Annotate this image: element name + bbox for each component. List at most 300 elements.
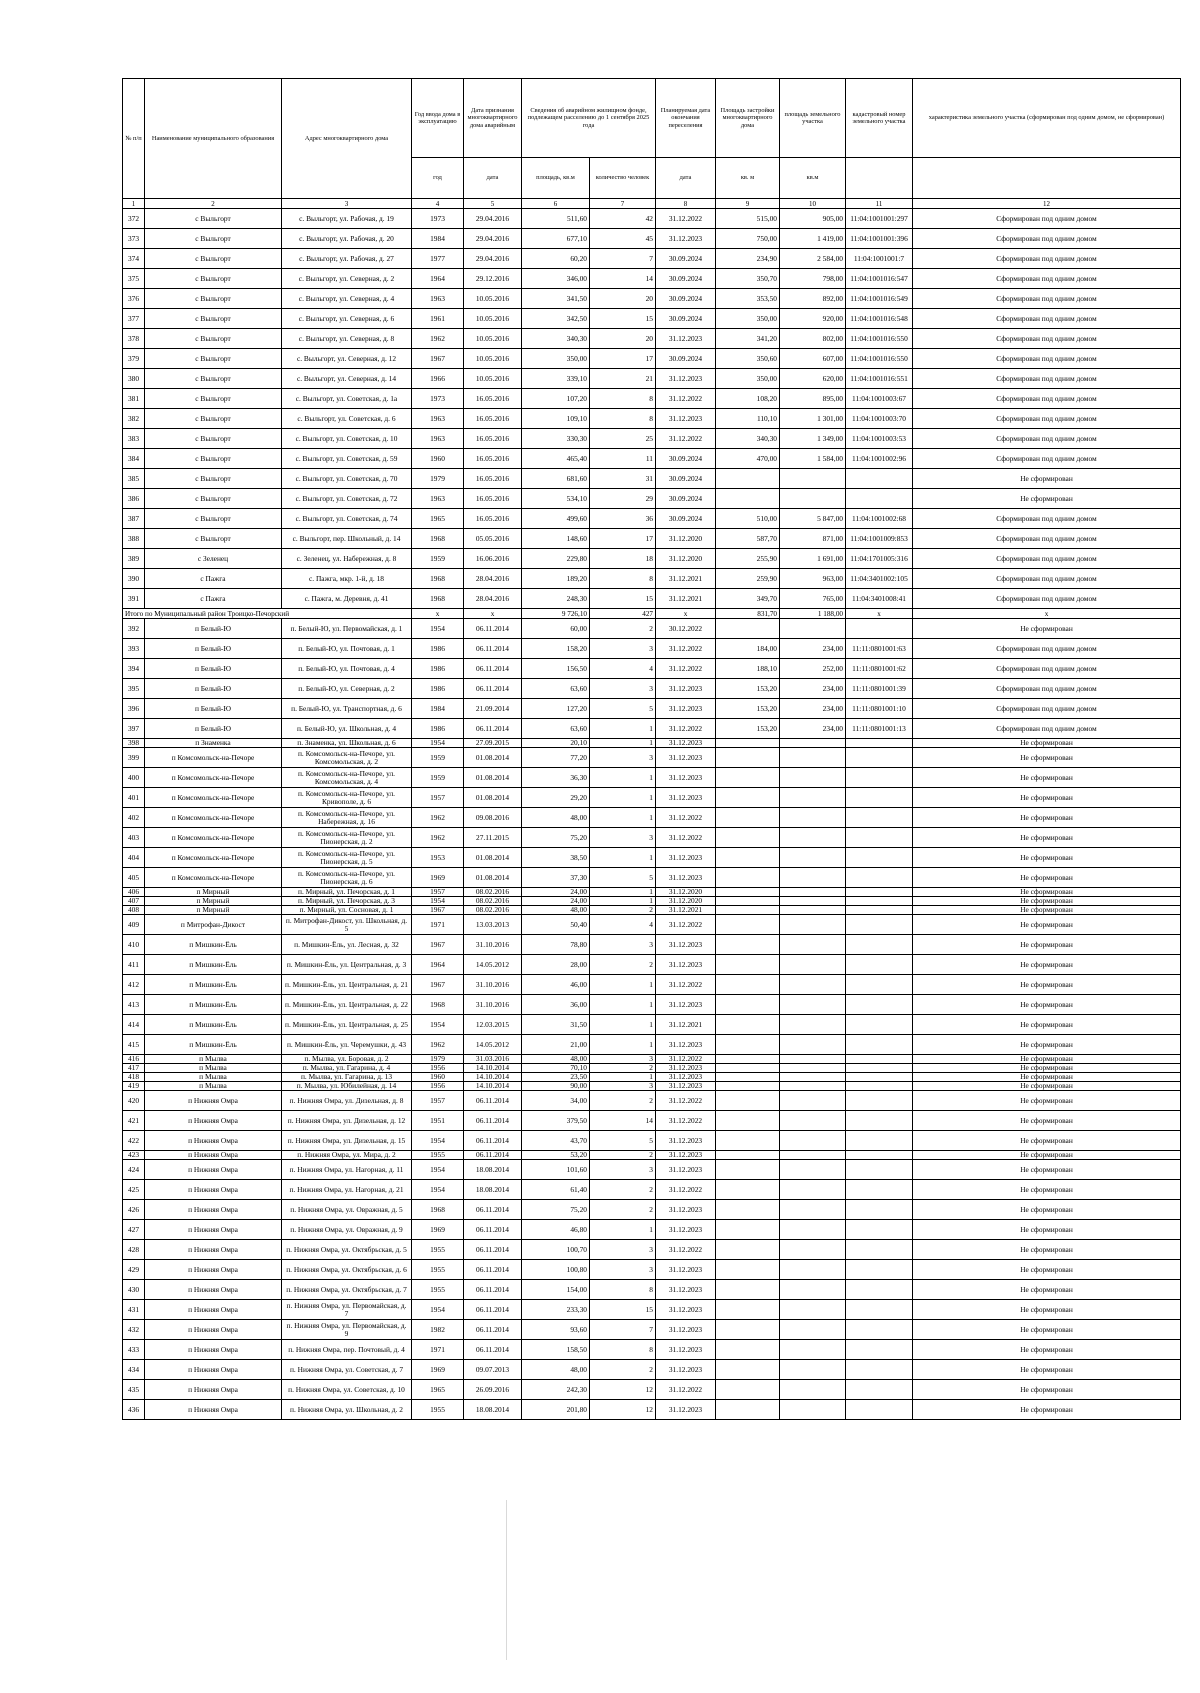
subheader-land-sqm: кв.м (780, 158, 846, 199)
recognition-date-cell: 16.05.2016 (464, 429, 522, 449)
land-area-cell: 1 419,00 (780, 229, 846, 249)
land-area-cell (780, 768, 846, 788)
address-cell: п. Комсомольск-на-Печоре, ул. Кривополе, д. 6 (282, 788, 412, 808)
people-cell: 7 (590, 249, 656, 269)
year-cell: 1954 (412, 619, 464, 639)
area-cell: 100,80 (522, 1260, 590, 1280)
row-number: 397 (123, 719, 145, 739)
row-number: 434 (123, 1360, 145, 1380)
row-number: 424 (123, 1160, 145, 1180)
table-row (123, 1082, 1181, 1091)
year-cell: 1954 (412, 739, 464, 748)
planned-date-cell: 31.12.2022 (656, 719, 716, 739)
header-municipality: Наименование муниципального образования (145, 79, 282, 199)
land-status-cell: Не сформирован (913, 1151, 1181, 1160)
land-status-cell: Сформирован под одним домом (913, 719, 1181, 739)
planned-date-cell: 31.12.2023 (656, 409, 716, 429)
land-status-cell: Сформирован под одним домом (913, 679, 1181, 699)
cadastral-number-cell (846, 1151, 913, 1160)
building-area-cell: 110,10 (716, 409, 780, 429)
cadastral-number-cell (846, 915, 913, 935)
building-area-cell: 234,90 (716, 249, 780, 269)
land-status-cell: Не сформирован (913, 1320, 1181, 1340)
year-cell: 1968 (412, 995, 464, 1015)
area-cell: 20,10 (522, 739, 590, 748)
land-status-cell: Не сформирован (913, 1015, 1181, 1035)
people-cell: 12 (590, 1380, 656, 1400)
row-number: 433 (123, 1340, 145, 1360)
area-cell: 48,00 (522, 906, 590, 915)
column-number: 12 (913, 199, 1181, 209)
row-number: 435 (123, 1380, 145, 1400)
land-area-cell: 252,00 (780, 659, 846, 679)
land-area-cell (780, 1111, 846, 1131)
year-cell: 1968 (412, 569, 464, 589)
year-cell: 1954 (412, 1015, 464, 1035)
land-area-cell: 1 691,00 (780, 549, 846, 569)
area-cell: 534,10 (522, 489, 590, 509)
table-row (123, 1160, 1181, 1180)
table-row (123, 1280, 1181, 1300)
people-cell: 25 (590, 429, 656, 449)
planned-date-cell: 31.12.2020 (656, 529, 716, 549)
planned-date-cell: 31.12.2023 (656, 1073, 716, 1082)
land-status-cell: Не сформирован (913, 469, 1181, 489)
planned-date-cell: 30.09.2024 (656, 269, 716, 289)
table-row (123, 1380, 1181, 1400)
recognition-date-cell: 01.08.2014 (464, 768, 522, 788)
area-cell: 201,80 (522, 1400, 590, 1420)
cadastral-number-cell: 11:04:1001016:551 (846, 369, 913, 389)
year-cell: 1964 (412, 269, 464, 289)
address-cell: с. Выльгорт, ул. Советская, д. 59 (282, 449, 412, 469)
land-status-cell: Не сформирован (913, 1091, 1181, 1111)
address-cell: п. Белый-Ю, ул. Первомайская, д. 1 (282, 619, 412, 639)
table-row (123, 935, 1181, 955)
cadastral-number-cell: 11:04:1001003:53 (846, 429, 913, 449)
people-cell: 3 (590, 1240, 656, 1260)
table-row (123, 639, 1181, 659)
recognition-date-cell: 06.11.2014 (464, 1260, 522, 1280)
municipality-cell: п Нижняя Омра (145, 1160, 282, 1180)
planned-date-cell: 31.12.2022 (656, 828, 716, 848)
land-status-cell: Сформирован под одним домом (913, 589, 1181, 609)
building-area-cell: 153,20 (716, 719, 780, 739)
column-number: 2 (145, 199, 282, 209)
land-area-cell (780, 1220, 846, 1240)
row-number: 405 (123, 868, 145, 888)
people-cell: 3 (590, 828, 656, 848)
area-cell: 127,20 (522, 699, 590, 719)
land-area-cell (780, 1280, 846, 1300)
land-area-cell (780, 489, 846, 509)
address-cell: п. Мишкин-Ёль, ул. Лесная, д. 32 (282, 935, 412, 955)
cadastral-number-cell: 11:04:1001016:549 (846, 289, 913, 309)
address-cell: с. Выльгорт, ул. Рабочая, д. 27 (282, 249, 412, 269)
table-row (123, 1055, 1181, 1064)
people-cell: 1 (590, 1220, 656, 1240)
building-area-cell: 153,20 (716, 699, 780, 719)
recognition-date-cell: 08.02.2016 (464, 897, 522, 906)
people-cell: 20 (590, 289, 656, 309)
address-cell: п. Комсомольск-на-Печоре, ул. Пионерская, д. 2 (282, 828, 412, 848)
year-cell: 1986 (412, 659, 464, 679)
recognition-date-cell: 01.08.2014 (464, 868, 522, 888)
table-row (123, 1073, 1181, 1082)
row-number: 384 (123, 449, 145, 469)
planned-date-cell: 30.09.2024 (656, 249, 716, 269)
cadastral-number-cell (846, 1073, 913, 1082)
building-area-cell (716, 1073, 780, 1082)
row-number: 389 (123, 549, 145, 569)
year-cell: 1986 (412, 719, 464, 739)
municipality-cell: с Выльгорт (145, 329, 282, 349)
people-cell: 3 (590, 679, 656, 699)
area-cell: 63,60 (522, 679, 590, 699)
people-cell: 36 (590, 509, 656, 529)
address-cell: п. Нижняя Омра, ул. Овражная, д. 9 (282, 1220, 412, 1240)
land-status-cell: Не сформирован (913, 1360, 1181, 1380)
row-number: 409 (123, 915, 145, 935)
land-area-cell (780, 828, 846, 848)
planned-date-cell: 31.12.2020 (656, 888, 716, 897)
building-area-cell: 108,20 (716, 389, 780, 409)
municipality-cell: с Выльгорт (145, 509, 282, 529)
table-row (123, 529, 1181, 549)
municipality-cell: п Комсомольск-на-Печоре (145, 788, 282, 808)
table-row (123, 888, 1181, 897)
land-area-cell (780, 1160, 846, 1180)
cadastral-number-cell (846, 489, 913, 509)
planned-date-cell: 31.12.2023 (656, 768, 716, 788)
area-cell: 346,00 (522, 269, 590, 289)
row-number: 375 (123, 269, 145, 289)
building-area-cell (716, 906, 780, 915)
area-cell: 61,40 (522, 1180, 590, 1200)
people-cell: 8 (590, 1280, 656, 1300)
row-number: 427 (123, 1220, 145, 1240)
planned-date-cell: 31.12.2022 (656, 389, 716, 409)
land-area-cell (780, 955, 846, 975)
area-cell: 48,00 (522, 808, 590, 828)
recognition-date-cell: 06.11.2014 (464, 1280, 522, 1300)
land-area-cell (780, 1380, 846, 1400)
building-area-cell: 340,30 (716, 429, 780, 449)
table-body-part1 (123, 209, 1181, 609)
year-cell: 1966 (412, 369, 464, 389)
municipality-cell: п Нижняя Омра (145, 1300, 282, 1320)
year-cell: 1969 (412, 868, 464, 888)
municipality-cell: п Нижняя Омра (145, 1151, 282, 1160)
planned-date-cell: 31.12.2022 (656, 1240, 716, 1260)
municipality-cell: п Мылва (145, 1055, 282, 1064)
people-cell: 42 (590, 209, 656, 229)
recognition-date-cell: 14.10.2014 (464, 1064, 522, 1073)
land-area-cell (780, 619, 846, 639)
municipality-cell: п Белый-Ю (145, 639, 282, 659)
planned-date-cell: 30.12.2022 (656, 619, 716, 639)
planned-date-cell: 31.12.2023 (656, 1280, 716, 1300)
row-number: 380 (123, 369, 145, 389)
recognition-date-cell: 14.05.2012 (464, 1035, 522, 1055)
row-number: 432 (123, 1320, 145, 1340)
land-status-cell: Не сформирован (913, 1082, 1181, 1091)
people-cell: 1 (590, 739, 656, 748)
address-cell: с. Выльгорт, ул. Советская, д. 10 (282, 429, 412, 449)
cadastral-number-cell (846, 1180, 913, 1200)
year-cell: 1963 (412, 409, 464, 429)
recognition-date-cell: 16.05.2016 (464, 489, 522, 509)
area-cell: 350,00 (522, 349, 590, 369)
year-cell: 1973 (412, 209, 464, 229)
land-area-cell (780, 1340, 846, 1360)
planned-date-cell: 30.09.2024 (656, 449, 716, 469)
building-area-cell (716, 1082, 780, 1091)
row-number: 410 (123, 935, 145, 955)
building-area-cell (716, 1320, 780, 1340)
total-year: x (412, 609, 464, 619)
address-cell: п. Нижняя Омра, ул. Первомайская, д. 9 (282, 1320, 412, 1340)
address-cell: п. Комсомольск-на-Печоре, ул. Комсомольская, д. 2 (282, 748, 412, 768)
address-cell: с. Выльгорт, ул. Северная, д. 2 (282, 269, 412, 289)
recognition-date-cell: 16.05.2016 (464, 449, 522, 469)
cadastral-number-cell: 11:04:1001001:396 (846, 229, 913, 249)
building-area-cell (716, 469, 780, 489)
recognition-date-cell: 18.08.2014 (464, 1180, 522, 1200)
area-cell: 24,00 (522, 897, 590, 906)
row-number: 407 (123, 897, 145, 906)
land-area-cell: 765,00 (780, 589, 846, 609)
year-cell: 1954 (412, 1160, 464, 1180)
municipality-cell: п Комсомольск-на-Печоре (145, 808, 282, 828)
address-cell: с. Пажга, м. Деревня, д. 41 (282, 589, 412, 609)
subheader-characteristic-empty (913, 158, 1181, 199)
recognition-date-cell: 06.11.2014 (464, 1131, 522, 1151)
municipality-cell: п Комсомольск-на-Печоре (145, 768, 282, 788)
row-number: 395 (123, 679, 145, 699)
address-cell: с. Выльгорт, ул. Советская, д. 1а (282, 389, 412, 409)
cadastral-number-cell: 11:04:1701005:316 (846, 549, 913, 569)
people-cell: 1 (590, 995, 656, 1015)
people-cell: 2 (590, 1200, 656, 1220)
table-row (123, 915, 1181, 935)
recognition-date-cell: 10.05.2016 (464, 329, 522, 349)
recognition-date-cell: 10.05.2016 (464, 289, 522, 309)
row-number: 422 (123, 1131, 145, 1151)
year-cell: 1955 (412, 1240, 464, 1260)
planned-date-cell: 31.12.2020 (656, 897, 716, 906)
row-number: 379 (123, 349, 145, 369)
address-cell: с. Зеленец, ул. Набережная, д. 8 (282, 549, 412, 569)
table-row (123, 409, 1181, 429)
total-label: Итого по Муниципальный район Троицко-Печорский (123, 609, 412, 619)
row-number: 400 (123, 768, 145, 788)
recognition-date-cell: 09.08.2016 (464, 808, 522, 828)
planned-date-cell: 30.09.2024 (656, 469, 716, 489)
municipality-cell: с Выльгорт (145, 229, 282, 249)
year-cell: 1957 (412, 888, 464, 897)
cadastral-number-cell (846, 1082, 913, 1091)
area-cell: 511,60 (522, 209, 590, 229)
recognition-date-cell: 16.06.2016 (464, 549, 522, 569)
land-area-cell: 234,00 (780, 719, 846, 739)
year-cell: 1971 (412, 915, 464, 935)
table-row (123, 1180, 1181, 1200)
column-number: 1 (123, 199, 145, 209)
year-cell: 1965 (412, 1380, 464, 1400)
building-area-cell (716, 897, 780, 906)
area-cell: 339,10 (522, 369, 590, 389)
building-area-cell: 587,70 (716, 529, 780, 549)
recognition-date-cell: 06.11.2014 (464, 619, 522, 639)
municipality-cell: п Белый-Ю (145, 699, 282, 719)
table-row (123, 269, 1181, 289)
building-area-cell (716, 1280, 780, 1300)
recognition-date-cell: 31.03.2016 (464, 1055, 522, 1064)
cadastral-number-cell: 11:04:1001016:550 (846, 329, 913, 349)
land-area-cell: 963,00 (780, 569, 846, 589)
land-area-cell: 5 847,00 (780, 509, 846, 529)
area-cell: 53,20 (522, 1151, 590, 1160)
address-cell: п. Белый-Ю, ул. Северная, д. 2 (282, 679, 412, 699)
area-cell: 48,00 (522, 1360, 590, 1380)
cadastral-number-cell (846, 768, 913, 788)
land-status-cell: Сформирован под одним домом (913, 229, 1181, 249)
year-cell: 1956 (412, 1064, 464, 1073)
area-cell: 29,20 (522, 788, 590, 808)
planned-date-cell: 30.09.2024 (656, 309, 716, 329)
year-cell: 1962 (412, 828, 464, 848)
table-row (123, 549, 1181, 569)
cadastral-number-cell (846, 1200, 913, 1220)
table-row (123, 699, 1181, 719)
cadastral-number-cell (846, 935, 913, 955)
year-cell: 1960 (412, 449, 464, 469)
year-cell: 1977 (412, 249, 464, 269)
row-number: 406 (123, 888, 145, 897)
planned-date-cell: 31.12.2023 (656, 229, 716, 249)
cadastral-number-cell: 11:11:0801001:13 (846, 719, 913, 739)
area-cell: 158,50 (522, 1340, 590, 1360)
cadastral-number-cell (846, 469, 913, 489)
area-cell: 34,00 (522, 1091, 590, 1111)
recognition-date-cell: 06.11.2014 (464, 639, 522, 659)
year-cell: 1986 (412, 679, 464, 699)
land-area-cell (780, 1131, 846, 1151)
land-area-cell (780, 915, 846, 935)
area-cell: 60,00 (522, 619, 590, 639)
area-cell: 158,20 (522, 639, 590, 659)
planned-date-cell: 31.12.2023 (656, 868, 716, 888)
year-cell: 1968 (412, 1200, 464, 1220)
building-area-cell (716, 888, 780, 897)
table-row (123, 1064, 1181, 1073)
row-number: 411 (123, 955, 145, 975)
land-status-cell: Не сформирован (913, 1300, 1181, 1320)
table-row (123, 1015, 1181, 1035)
land-area-cell: 798,00 (780, 269, 846, 289)
building-area-cell (716, 1200, 780, 1220)
building-area-cell (716, 1400, 780, 1420)
address-cell: с. Выльгорт, ул. Северная, д. 12 (282, 349, 412, 369)
year-cell: 1957 (412, 788, 464, 808)
cadastral-number-cell (846, 828, 913, 848)
subheader-date: дата (464, 158, 522, 199)
people-cell: 8 (590, 389, 656, 409)
planned-date-cell: 31.12.2023 (656, 1300, 716, 1320)
planned-date-cell: 31.12.2022 (656, 209, 716, 229)
row-number: 374 (123, 249, 145, 269)
planned-date-cell: 31.12.2023 (656, 748, 716, 768)
building-area-cell: 341,20 (716, 329, 780, 349)
building-area-cell: 259,90 (716, 569, 780, 589)
address-cell: п. Комсомольск-на-Печоре, ул. Пионерская, д. 5 (282, 848, 412, 868)
row-number: 436 (123, 1400, 145, 1420)
area-cell: 78,80 (522, 935, 590, 955)
table-row (123, 209, 1181, 229)
table-row (123, 429, 1181, 449)
people-cell: 3 (590, 639, 656, 659)
municipality-cell: п Знаменка (145, 739, 282, 748)
recognition-date-cell: 29.04.2016 (464, 229, 522, 249)
building-area-cell (716, 975, 780, 995)
people-cell: 2 (590, 1091, 656, 1111)
planned-date-cell: 31.12.2023 (656, 788, 716, 808)
people-cell: 3 (590, 1260, 656, 1280)
year-cell: 1953 (412, 848, 464, 868)
scan-artifact-line (506, 1500, 507, 1660)
address-cell: п. Белый-Ю, ул. Транспортная, д. 6 (282, 699, 412, 719)
land-area-cell (780, 906, 846, 915)
people-cell: 45 (590, 229, 656, 249)
building-area-cell (716, 1160, 780, 1180)
cadastral-number-cell (846, 1064, 913, 1073)
row-number: 408 (123, 906, 145, 915)
table-row (123, 1220, 1181, 1240)
land-area-cell (780, 1300, 846, 1320)
people-cell: 21 (590, 369, 656, 389)
row-number: 415 (123, 1035, 145, 1055)
people-cell: 15 (590, 309, 656, 329)
address-cell: п. Мирный, ул. Сосновая, д. 1 (282, 906, 412, 915)
land-status-cell: Сформирован под одним домом (913, 569, 1181, 589)
table-row (123, 897, 1181, 906)
address-cell: п. Нижняя Омра, ул. Школьная, д. 2 (282, 1400, 412, 1420)
row-number: 399 (123, 748, 145, 768)
address-cell: с. Выльгорт, ул. Северная, д. 6 (282, 309, 412, 329)
column-number: 5 (464, 199, 522, 209)
building-area-cell (716, 1064, 780, 1073)
cadastral-number-cell (846, 1111, 913, 1131)
cadastral-number-cell (846, 897, 913, 906)
area-cell: 330,30 (522, 429, 590, 449)
building-area-cell (716, 828, 780, 848)
header-address: Адрес многоквартирного дома (282, 79, 412, 199)
year-cell: 1963 (412, 429, 464, 449)
row-number: 393 (123, 639, 145, 659)
subheader-planned-date: дата (656, 158, 716, 199)
planned-date-cell: 31.12.2022 (656, 1055, 716, 1064)
row-number: 421 (123, 1111, 145, 1131)
planned-date-cell: 31.12.2023 (656, 1260, 716, 1280)
recognition-date-cell: 06.11.2014 (464, 1320, 522, 1340)
land-area-cell: 607,00 (780, 349, 846, 369)
people-cell: 2 (590, 1151, 656, 1160)
row-number: 401 (123, 788, 145, 808)
address-cell: п. Нижняя Омра, ул. Нагорная, д. 21 (282, 1180, 412, 1200)
municipality-cell: п Нижняя Омра (145, 1260, 282, 1280)
recognition-date-cell: 06.11.2014 (464, 1300, 522, 1320)
